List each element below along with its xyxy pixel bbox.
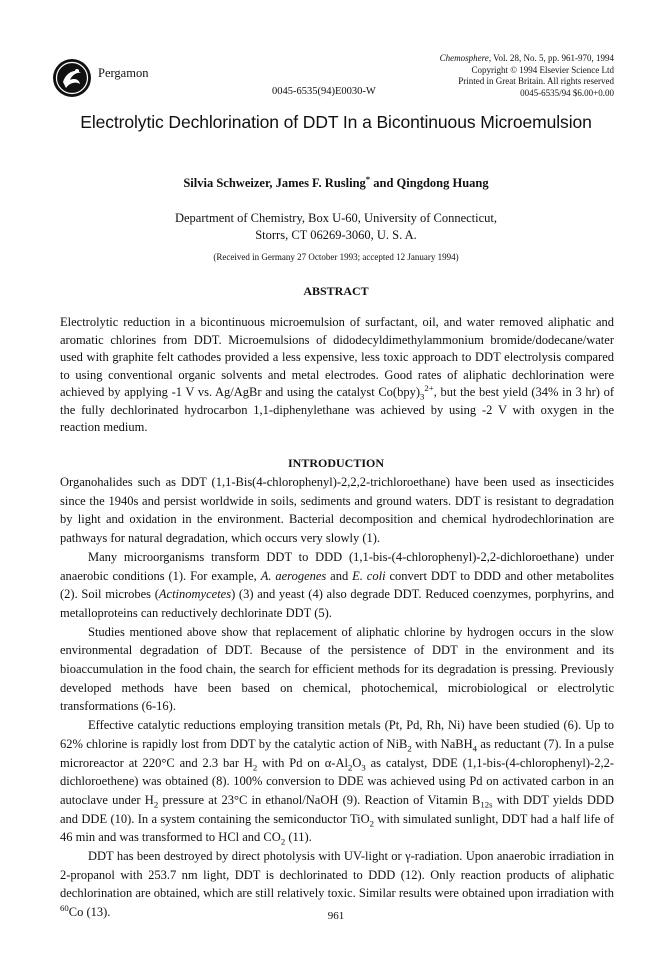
p4-subscript: 2 [407,743,412,754]
abstract-body [60,314,614,437]
p4-text: as catalyst, DDE (1,1-bis-(4-chlorophenyl)-2,2-dichloroethene) was obtained (8). 100% conversion to DDE was achieved using Pd on activated carbon in an autoclave under H [60,755,615,807]
abstract-subscript: 3 [420,391,425,402]
publisher-name: Pergamon [98,66,149,80]
p4-subscript: 2 [252,762,258,773]
pii-code: 0045-6535(94)E0030-W [272,86,376,97]
p5-text: DDT has been destroyed by direct photolysis with UV-light or γ-radiation. Upon anaerobic irradiation in 2-propanol with 253.7 nm light, DDT is dechlorinated to DDD (12). Only reaction products of aliphatic dechlorination are obtained, which are still relatively toxic. Similar results were obtained upon irradiation with [60,849,614,901]
p2-text: Many microorganisms transform DDT to DDD (1,1-bis-(4-chlorophenyl)-2,2-dichloroethane) under anaerobic conditions (1). For example, [60,549,614,583]
intro-paragraph-4 [60,716,614,847]
author-list [0,173,672,191]
abstract-text-2: , but the best yield (34% in 3 hr) of the fully dechlorinated hydrocarbon 1,1-diphenylethane was achieved by using -2 V with oxygen in the reaction medium. [60,385,614,434]
affiliation-line-1: Department of Chemistry, Box U-60, University of Connecticut, [174,211,498,225]
affiliation-line-2: Storrs, CT 06269-3060, U. S. A. [255,228,417,242]
p2-species-3: Actinomycetes [158,587,232,602]
issn-price: 0045-6535/94 $6.00+0.00 [520,87,614,98]
copyright-line: Copyright © 1994 Elsevier Science Ltd [471,64,614,75]
p4-text: with DDT yields DDD and DDE (10). In a system containing the semiconductor TiO [60,792,614,826]
received-dates: (Received in Germany 27 October 1993; accepted 12 January 1994) [213,252,459,262]
p2-species-2: E. coli [352,568,386,583]
p4-text: with simulated sunlight, DDT had a half life of 46 min and was transformed to HCl and CO [60,811,615,845]
journal-name: Chemosphere [439,53,489,63]
p4-subscript: 2 [280,836,286,847]
author-names-2: and Qingdong Huang [370,176,489,190]
journal-citation [440,53,614,65]
intro-paragraph-1: Organohalides such as DDT (1,1-Bis(4-chlorophenyl)-2,2,2-trichloroethane) have been used as insecticides since the 1940s and persist worldwide in soils, sediments and ground waters. DDT is resistant to degradation by light and oxidation in the environment. Bacterial decomposition and chemical hydrodechlorination are pathways for natural degradation, which occurs very slowly (1). [60,475,614,546]
p2-text: convert DDT to DDD and other metabolites (2). Soil microbes ( [60,568,614,602]
p5-text: Co (13). [68,905,111,920]
affiliation [0,210,672,244]
p4-subscript: 2 [347,762,353,773]
intro-paragraph-3: Studies mentioned above show that replacement of aliphatic chlorine by hydrogen occurs in the slow environmental degradation of DDT. Because of the persistence of DDT in the environment and its bioaccumulation in the food chain, the search for efficient methods for its degradation is pressing. Previously developed methods have been based on chemical, photochemical, microbiological or electrolytic transformations (6-16). [60,624,614,714]
p4-subscript: 4 [472,743,477,754]
p4-subscript: 3 [361,762,366,773]
p4-text: (11). [285,830,312,845]
introduction-heading: INTRODUCTION [287,456,384,470]
abstract-paragraph [60,314,614,437]
pergamon-logo-icon [52,58,92,98]
p4-text: with NaBH [411,736,473,751]
p2-text: and [326,568,353,583]
introduction-body [60,473,614,922]
journal-info [440,53,614,99]
p4-text: as reductant (7). In a pulse microreactor at 220°C and 2.3 bar H [60,736,614,770]
p4-subscript: 2 [369,818,375,829]
printed-line: Printed in Great Britain. All rights reserved [458,76,614,87]
p4-text: pressure at 23°C in ethanol/NaOH (9). Reaction of Vitamin B [158,792,481,807]
p4-text: O [352,755,362,770]
journal-volume-pages: , Vol. 28, No. 5, pp. 961-970, 1994 [488,53,614,63]
author-names-1: Silvia Schweizer, James F. Rusling [183,176,366,190]
abstract-text-1: Electrolytic reduction in a bicontinuous microemulsion of surfactant, oil, and water removed aliphatic and aromatic chlorines from DDT. Microemulsions of didodecyldimethylammonium bromide/dodecane/water used with graphite felt cathodes provided a less expensive, less toxic approach to DDT electrolysis compared to using conventional organic solvents and metal electrodes. Good rates of aliphatic dechlorination were achieved by applying -1 V vs. Ag/AgBr and using the catalyst Co(bpy) [60,315,614,399]
p5-superscript: 60 [60,903,69,914]
abstract-heading: ABSTRACT [303,284,369,298]
p4-subscript: 2 [153,799,159,810]
intro-paragraph-2 [60,548,614,623]
p2-text: ) (3) and yeast (4) also degrade DDT. Reduced coenzymes, porphyrins, and metalloproteins can reductively dechlorinate DDT (5). [60,587,614,620]
p4-subscript: 12s [480,799,493,810]
p2-species-1: A. aerogenes [260,568,327,583]
page-number: 961 [327,910,345,922]
paper-title: Electrolytic Dechlorination of DDT In a Bicontinuous Microemulsion [80,112,592,132]
p4-text: Effective catalytic reductions employing transition metals (Pt, Pd, Rh, Ni) have been studied (6). Up to 62% chlorine is rapidly lost from DDT by the catalytic action of NiB [60,718,614,751]
p4-text: with Pd on α-Al [257,755,348,770]
abstract-superscript: 2+ [424,382,434,393]
corresponding-mark: * [365,173,371,184]
